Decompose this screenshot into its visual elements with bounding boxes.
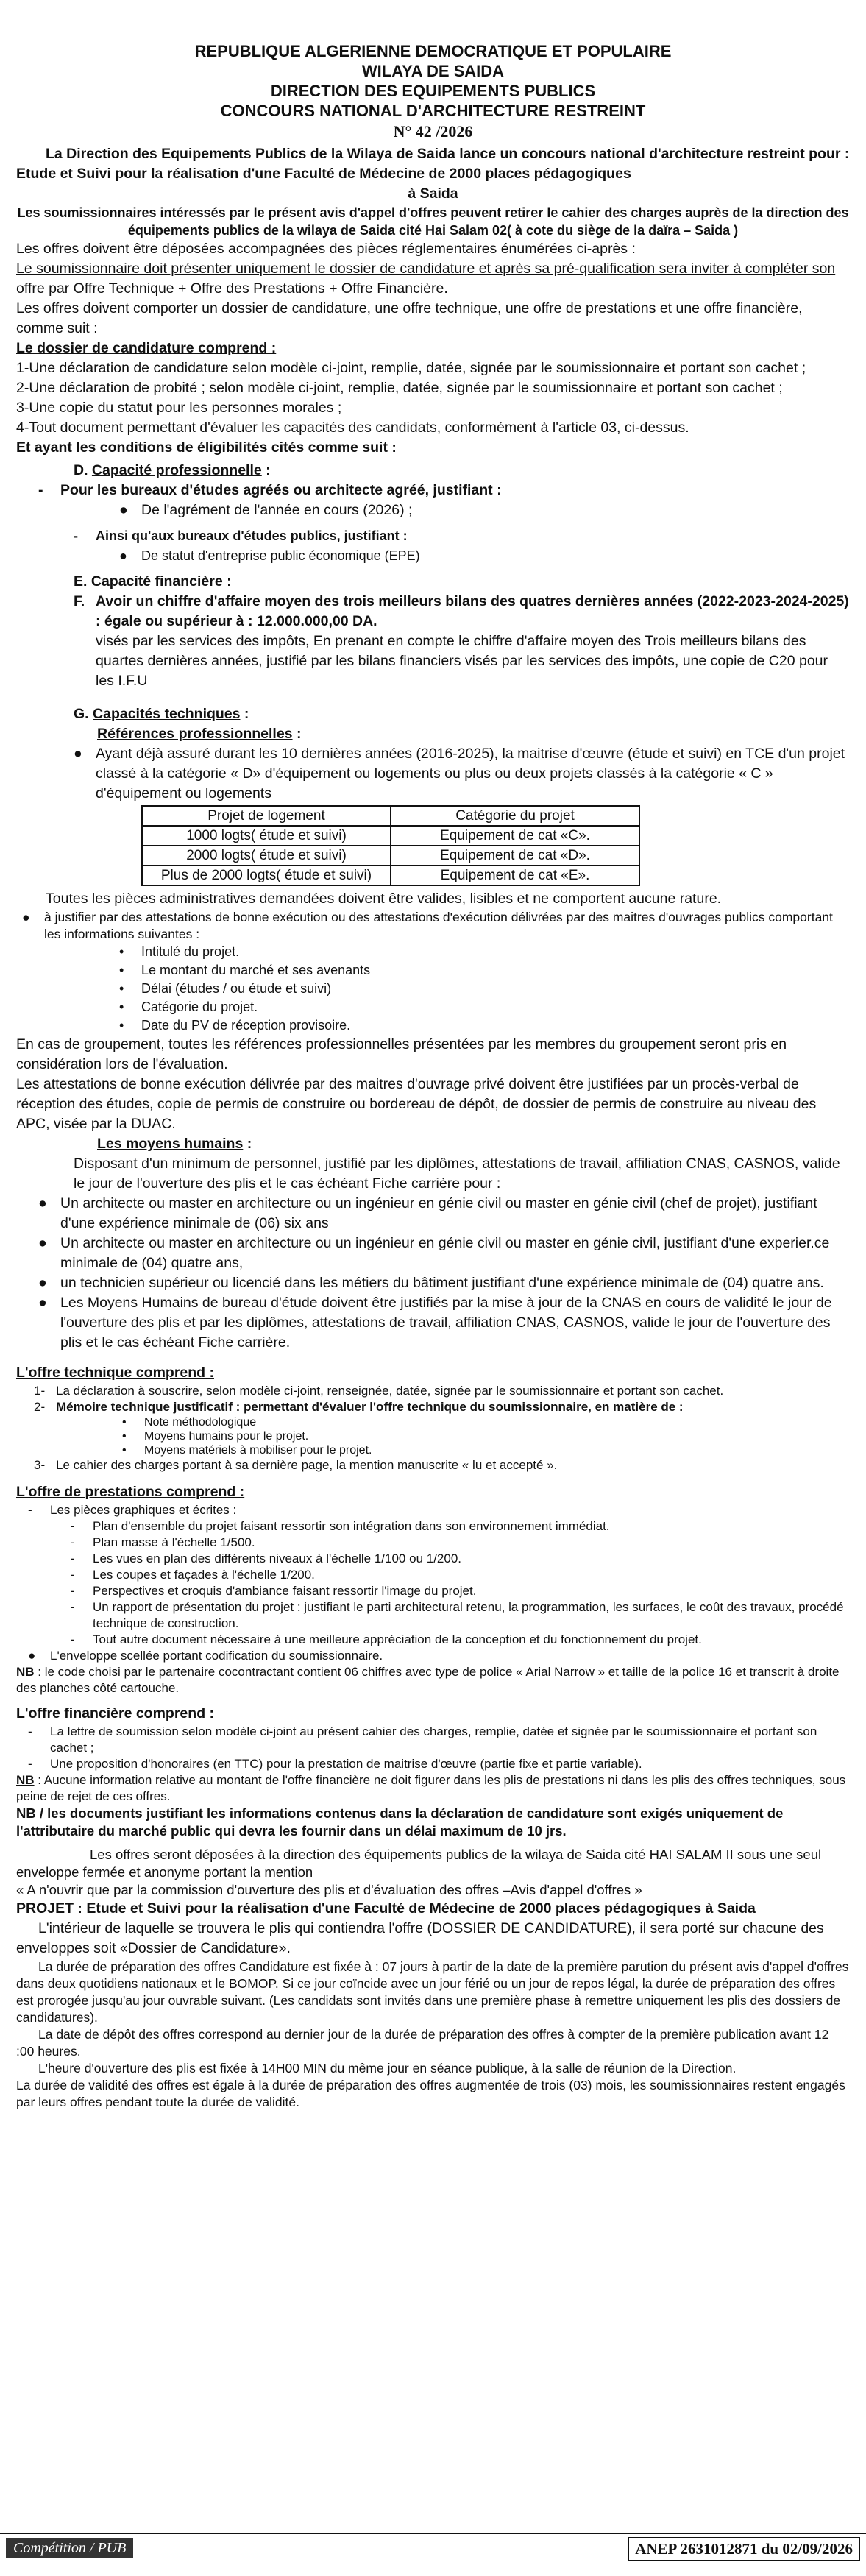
closing-project: PROJET : Etude et Suivi pour la réalisation d'une Faculté de Médecine de 2000 places pédagogiques à Saida	[16, 1900, 756, 1917]
bullet-marker: ●	[74, 746, 82, 762]
list-item	[71, 1551, 850, 1567]
bullet-marker: ●	[22, 910, 30, 924]
capacite-pro-title: Capacité professionnelle	[91, 462, 262, 478]
dash-marker: -	[28, 1724, 32, 1738]
financiere-nb-documents: NB / les documents justifiant les informations contenus dans la déclaration de candidature sont exigés uniquement de l'attributaire du marché public qui devra les fournir dans un délai maximum de 10 jrs.	[16, 1805, 784, 1839]
list-item-text: Tout autre document nécessaire à une meilleure appréciation de la conception et du fonctionnement du projet.	[93, 1632, 702, 1646]
bullet-marker: ●	[28, 1649, 36, 1663]
dash-marker: -	[71, 1551, 75, 1565]
bullet-marker: •	[119, 1018, 124, 1033]
references-text-row	[16, 744, 850, 804]
capacite-pro-text: Ainsi qu'aux bureaux d'études publics, justifiant :	[96, 528, 408, 543]
table-cell: 2000 logts( étude et suivi)	[142, 846, 391, 866]
table-cell: Equipement de cat «D».	[391, 846, 639, 866]
list-item-text: L'enveloppe scellée portant codification du soumissionnaire.	[50, 1649, 383, 1663]
list-item	[119, 961, 850, 980]
table-row	[142, 866, 639, 885]
dash-marker: -	[71, 1600, 75, 1614]
candidature-item: 3-Une copie du statut pour les personnes morales ;	[16, 400, 342, 416]
capacite-fin-turnover: Avoir un chiffre d'affaire moyen des trois meilleurs bilans des quatres dernières années (2022-2023-2024-2025) : égale ou supérieur à : 12.000.000,00 DA.	[96, 593, 849, 629]
dash-marker: -	[28, 1503, 32, 1517]
header-wilaya: WILAYA DE SAIDA	[361, 62, 505, 80]
list-item	[122, 1429, 850, 1443]
capacite-pro-text: Pour les bureaux d'études agréés ou architecte agréé, justifiant :	[60, 482, 502, 498]
list-item	[71, 1535, 850, 1551]
notice-footer	[0, 2533, 866, 2562]
table-header-row	[142, 806, 639, 826]
list-item	[71, 1567, 850, 1583]
capacite-fin-details: visés par les services des impôts, En prenant en compte le chiffre d'affaire moyen des Trois meilleurs bilans des quartes dernières années, justifié par les bilans financiers visés par les services des impôts, une copie de C20 pour les I.F.U	[96, 633, 828, 689]
table-row	[142, 826, 639, 846]
list-item-text: Les coupes et façades à l'échelle 1/200.	[93, 1568, 315, 1582]
list-item-text: Intitulé du projet.	[141, 944, 240, 959]
table-cell: Equipement de cat «E».	[391, 866, 639, 885]
candidature-item: 2-Une déclaration de probité ; selon modèle ci-joint, remplie, datée, signée par le soumissionnaire et portant son cachet ;	[16, 380, 783, 396]
dash-marker: -	[28, 1757, 32, 1771]
capacite-pro-heading	[16, 461, 850, 481]
list-item-text: La déclaration à souscrire, selon modèle ci-joint, renseignée, datée, signée par le soumissionnaire et portant son cachet.	[56, 1384, 724, 1398]
dash-marker: -	[71, 1584, 75, 1598]
list-item	[122, 1415, 850, 1429]
moyens-intro: Disposant d'un minimum de personnel, justifié par les diplômes, attestations de travail, affiliation CNAS, CASNOS, valide le jour de l'ouverture des plis et le cas échéant Fiche carrière pour :	[74, 1156, 840, 1192]
bullet-marker: ●	[119, 502, 128, 518]
capacite-tech-heading	[16, 704, 850, 724]
pieces-justification-text: à justifier par des attestations de bonne exécution ou des attestations d'exécution délivrées par des maitres d'ouvrages publics comportant les informations suivantes :	[44, 910, 833, 941]
capacite-pro-sub-text: De statut d'entreprise public économique (EPE)	[141, 548, 420, 563]
intro-offers: Les offres doivent comporter un dossier de candidature, une offre technique, une offre de prestations et une offre financière, comme suit :	[16, 300, 803, 336]
intro-prequalification: Le soumissionnaire doit présenter uniquement le dossier de candidature et après sa pré-qualification sera inviter à compléter son offre par Offre Technique + Offre des Prestations + Offre Financière.	[16, 261, 836, 297]
notice-header	[16, 41, 850, 141]
section-letter: D.	[74, 462, 88, 478]
table-cell: Plus de 2000 logts( étude et suivi)	[142, 866, 391, 885]
table-cell: Equipement de cat «C».	[391, 826, 639, 846]
intro-paragraph: La Direction des Equipements Publics de la Wilaya de Saida lance un concours national d'architecture restreint pour : Etude et Suivi pour la réalisation d'une Faculté de Médecine de 2000 places pédagogiques	[16, 146, 850, 182]
prestations-nb	[16, 1664, 850, 1696]
capacite-fin-text	[96, 592, 850, 691]
list-item	[28, 1502, 850, 1518]
section-letter: F.	[74, 593, 85, 609]
dash-marker: -	[71, 1535, 75, 1549]
footer-reference: ANEP 2631012871 du 02/09/2026	[628, 2537, 860, 2561]
candidature-item: 4-Tout document permettant d'évaluer les capacités des candidats, conformément à l'article 03, ci-dessus.	[16, 420, 689, 436]
capacite-pro-item	[16, 481, 850, 500]
capacite-fin-title: Capacité financière	[90, 573, 223, 590]
moyens-item-text: Un architecte ou master en architecture ou un ingénieur en génie civil ou master en génie civil, justifiant d'une experier.ce minimale de (04) quatre ans,	[60, 1235, 830, 1271]
list-item	[119, 998, 850, 1016]
offre-prestations-list	[16, 1502, 850, 1664]
section-letter: G.	[74, 706, 89, 722]
capacite-pro-item	[16, 526, 850, 546]
offre-financiere-title: L'offre financière comprend :	[16, 1705, 215, 1722]
closing-date: La date de dépôt des offres correspond au dernier jour de la durée de préparation des offres à compter de la première publication avant 12 :00 heures.	[16, 2027, 829, 2059]
intro-location: à Saida	[408, 185, 458, 202]
candidature-title: Le dossier de candidature comprend :	[16, 340, 277, 356]
list-item	[34, 1383, 850, 1399]
attestations-paragraph: Les attestations de bonne exécution délivrée par des maitres d'ouvrage privé doivent être justifiées par un procès-verbal de réception des études, copie de permis de construire ou bordereau de dépôt, de dossier de permis de construire au niveau des APC, visée par la DUAC.	[16, 1076, 817, 1132]
bullet-marker: ●	[38, 1195, 47, 1211]
bullet-marker: •	[122, 1430, 127, 1443]
heading-colon: :	[243, 1136, 252, 1152]
list-item-text: Moyens matériels à mobiliser pour le projet.	[144, 1444, 372, 1457]
table-header-cell: Projet de logement	[142, 806, 391, 826]
eligibility-conditions: Et ayant les conditions de éligibilités cités comme suit :	[16, 439, 397, 456]
bullet-marker: •	[119, 963, 124, 977]
item-number: 3-	[34, 1458, 46, 1472]
pieces-justification	[16, 909, 850, 943]
moyens-heading	[16, 1134, 850, 1154]
list-item	[28, 1648, 850, 1664]
bullet-marker: ●	[38, 1295, 47, 1311]
table-header-cell: Catégorie du projet	[391, 806, 639, 826]
list-item	[71, 1518, 850, 1535]
list-item	[119, 1016, 850, 1035]
heading-colon: :	[261, 462, 271, 478]
financiere-nb	[16, 1772, 850, 1805]
list-item	[71, 1599, 850, 1632]
list-item	[119, 943, 850, 961]
offre-technique-list	[16, 1383, 850, 1473]
list-item	[119, 980, 850, 998]
table-row	[142, 846, 639, 866]
list-item	[28, 1724, 850, 1756]
list-item-text: Note méthodologique	[144, 1416, 257, 1429]
nb-text: : Aucune information relative au montant de l'offre financière ne doit figurer dans les plis de prestations ni dans les plis des offres techniques, sous peine de rejet de ces offres.	[16, 1773, 846, 1803]
list-item-text: Moyens humains pour le projet.	[144, 1430, 309, 1443]
closing-envelope: L'intérieur de laquelle se trouvera le plis qui contiendra l'offre (DOSSIER DE CANDIDATURE), il sera porté sur chacune des enveloppes soit «Dossier de Candidature».	[16, 1920, 824, 1956]
section-letter: E.	[74, 573, 88, 590]
offre-technique-title: L'offre technique comprend :	[16, 1365, 214, 1381]
offre-prestations-title: L'offre de prestations comprend :	[16, 1484, 245, 1500]
groupement-paragraph: En cas de groupement, toutes les références professionnelles présentées par les membres du groupement seront pris en considération lors de l'évaluation.	[16, 1036, 787, 1072]
bullet-marker: •	[119, 981, 124, 996]
references-heading	[16, 724, 850, 744]
closing-validity: La durée de validité des offres est égale à la durée de préparation des offres augmentée de trois (03) mois, les soumissionnaires restent engagés par leurs offres pendant toute la durée de validité.	[16, 2078, 845, 2109]
header-direction: DIRECTION DES EQUIPEMENTS PUBLICS	[270, 82, 596, 100]
pieces-validity: Toutes les pièces administratives demandées doivent être valides, lisibles et ne comportent aucune rature.	[46, 891, 722, 907]
list-item-text: Les pièces graphiques et écrites :	[50, 1503, 237, 1517]
moyens-title: Les moyens humains	[97, 1136, 244, 1152]
bullet-marker: ●	[38, 1275, 47, 1291]
dash-marker: -	[71, 1519, 75, 1533]
list-item-text: Plan d'ensemble du projet faisant ressortir son intégration dans son environnement immédiat.	[93, 1519, 610, 1533]
moyens-item-text: un technicien supérieur ou licencié dans les métiers du bâtiment justifiant d'une expérience minimale de (04) quatre ans.	[60, 1275, 824, 1291]
list-item-text: Les vues en plan des différents niveaux à l'échelle 1/100 ou 1/200.	[93, 1551, 462, 1565]
references-title: Références professionnelles	[97, 726, 293, 742]
closing-duration: La durée de préparation des offres Candidature est fixée à : 07 jours à partir de la date de la première parution du présent avis d'appel d'offres dans deux quotidiens nationaux et le BOMOP. Si ce jour coïncide avec un jour férié ou un jour de repos légal, la durée de préparation des offres est prorogée jusqu'au jour ouvrable suivant. (Les candidats sont invités dans une première phase à remettre uniquement les plis des dossiers de candidatures).	[16, 1959, 849, 2025]
notice-number: N° 42 /2026	[393, 122, 473, 141]
moyens-item	[16, 1293, 850, 1353]
closing-opening: L'heure d'ouverture des plis est fixée à 14H00 MIN du même jour en séance publique, à la salle de réunion de la Direction.	[38, 2061, 737, 2076]
list-item-text: Catégorie du projet.	[141, 999, 258, 1014]
heading-colon: :	[292, 726, 302, 742]
bullet-marker: ●	[119, 548, 127, 563]
nb-text: : le code choisi par le partenaire cocontractant contient 06 chiffres avec type de police « Arial Narrow » et taille de la police 16 et transcrit à droite des planches côté cartouche.	[16, 1665, 840, 1695]
closing-mention: « A n'ouvrir que par la commission d'ouverture des plis et d'évaluation des offres –Avis d'appel d'offres »	[16, 1882, 642, 1897]
list-item-text: Le montant du marché et ses avenants	[141, 963, 371, 977]
nb-label: NB	[16, 1773, 35, 1787]
bullet-marker: ●	[38, 1235, 47, 1251]
capacite-pro-sub-text: De l'agrément de l'année en cours (2026) ;	[141, 502, 413, 518]
list-item	[28, 1756, 850, 1772]
capacite-pro-sub	[16, 500, 850, 520]
list-item-text: Une proposition d'honoraires (en TTC) pour la prestation de maitrise d'œuvre (partie fixe et partie variable).	[50, 1757, 642, 1771]
list-item-text: Délai (études / ou étude et suivi)	[141, 981, 332, 996]
list-item	[122, 1443, 850, 1457]
dash-marker: -	[74, 528, 78, 543]
offre-financiere-list	[16, 1724, 850, 1772]
table-cell: 1000 logts( étude et suivi)	[142, 826, 391, 846]
dash-marker: -	[38, 482, 43, 498]
header-republic: REPUBLIQUE ALGERIENNE DEMOCRATIQUE ET POPULAIRE	[194, 42, 672, 60]
bullet-marker: •	[122, 1444, 127, 1457]
bullet-marker: •	[119, 944, 124, 959]
bullet-marker: •	[119, 999, 124, 1014]
dash-marker: -	[71, 1568, 75, 1582]
offre-technique-sublist	[34, 1415, 850, 1457]
list-item-text: Le cahier des charges portant à sa dernière page, la mention manuscrite « lu et accepté ».	[56, 1458, 558, 1472]
list-item-text: Perspectives et croquis d'ambiance faisant ressortir l'image du projet.	[93, 1584, 477, 1598]
list-item	[34, 1399, 850, 1415]
capacite-fin-block	[16, 592, 850, 691]
intro-retrieval: Les soumissionnaires intéressés par le présent avis d'appel d'offres peuvent retirer le cahier des charges auprès de la direction des équipements publics de la wilaya de Saida cité Hai Salam 02( à cote du siège de la daïra – Saida )	[17, 205, 849, 238]
list-item-text: Date du PV de réception provisoire.	[141, 1018, 351, 1033]
item-number: 2-	[34, 1400, 46, 1414]
closing-deposit: Les offres seront déposées à la direction des équipements publics de la wilaya de Saida cité HAI SALAM II sous une seul enveloppe fermée et anonyme portant la mention	[16, 1847, 822, 1880]
list-item-text: La lettre de soumission selon modèle ci-joint au présent cahier des charges, remplie, datée et signée par le soumissionnaire et portant son cachet ;	[50, 1724, 817, 1755]
list-item	[71, 1583, 850, 1599]
project-category-table	[141, 805, 640, 886]
list-item-text: Plan masse à l'échelle 1/500.	[93, 1535, 255, 1549]
list-item-text: Mémoire technique justificatif : permettant d'évaluer l'offre technique du soumissionnaire, en matière de :	[56, 1400, 684, 1414]
capacite-pro-sub	[16, 546, 850, 566]
heading-colon: :	[240, 706, 249, 722]
intro-documents: Les offres doivent être déposées accompagnées des pièces réglementaires énumérées ci-après :	[16, 241, 636, 257]
list-item	[34, 1457, 850, 1473]
moyens-item-text: Un architecte ou master en architecture ou un ingénieur en génie civil ou master en génie civil (chef de projet), justifiant d'une expérience minimale de (06) six ans	[60, 1195, 817, 1231]
list-item-text: Un rapport de présentation du projet : justifiant le parti architectural retenu, la programmation, les surfaces, le coût des travaux, procédé technique de construction.	[93, 1600, 844, 1630]
references-text: Ayant déjà assuré durant les 10 dernières années (2016-2025), la maitrise d'œuvre (étude et suivi) en TCE d'un projet classé à la catégorie « D» d'équipement ou logements ou plus ou deux projets classés à la catégorie « C » d'équipement ou logements	[96, 746, 845, 802]
header-concours: CONCOURS NATIONAL D'ARCHITECTURE RESTREINT	[220, 102, 646, 120]
moyens-item	[16, 1194, 850, 1234]
moyens-item	[16, 1273, 850, 1293]
moyens-item	[16, 1234, 850, 1273]
item-number: 1-	[34, 1384, 46, 1398]
moyens-item-text: Les Moyens Humains de bureau d'étude doivent être justifiés par la mise à jour de la CNAS en cours de validité le jour de l'ouverture des plis et par les diplômes, attestations de travail, affiliation CNAS, CASNOS, valide le jour de l'ouverture des plis et le cas échéant Fiche carrière.	[60, 1295, 832, 1351]
heading-colon: :	[222, 573, 232, 590]
footer-category: Compétition / PUB	[6, 2538, 133, 2558]
prestations-sublist	[28, 1518, 850, 1648]
capacite-fin-heading	[16, 572, 850, 592]
list-item	[71, 1632, 850, 1648]
pieces-list	[16, 943, 850, 1035]
bullet-marker: •	[122, 1416, 127, 1429]
dash-marker: -	[71, 1632, 75, 1646]
candidature-item: 1-Une déclaration de candidature selon modèle ci-joint, remplie, datée, signée par le soumissionnaire et portant son cachet ;	[16, 360, 806, 376]
capacite-tech-title: Capacités techniques	[93, 706, 241, 722]
nb-label: NB	[16, 1665, 35, 1679]
